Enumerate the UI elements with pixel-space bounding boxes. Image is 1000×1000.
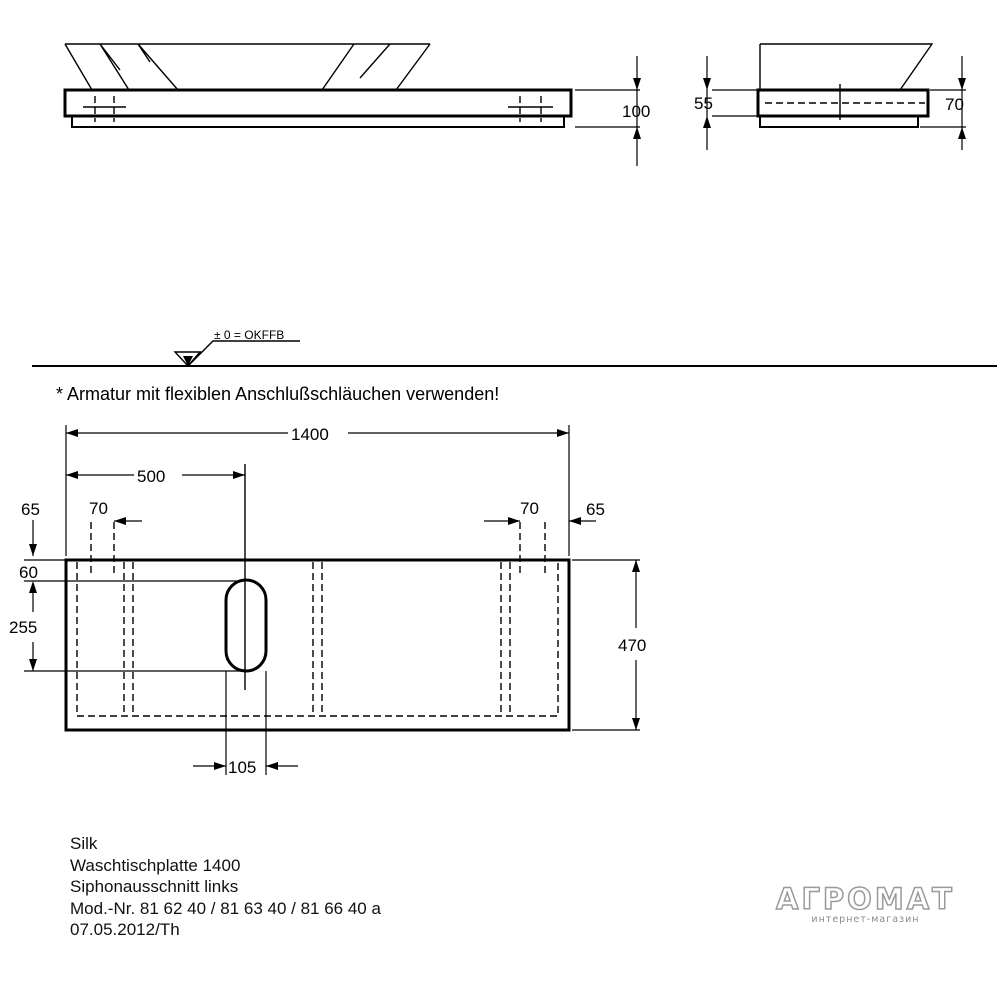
dim-inner-side: 55 [694,94,713,113]
dim-cutout-height: 255 [9,618,38,637]
title-block [70,833,381,941]
dim-left-rail: 70 [89,499,108,518]
level-marker-icon [175,341,300,366]
front-elevation [65,44,650,166]
side-elevation [694,44,966,150]
variant-name: Siphonausschnitt links [70,877,239,896]
store-watermark [776,884,955,926]
dim-right-edge: 65 [586,500,605,519]
watermark-tagline: интернет-магазин [811,914,920,925]
series-name: Silk [70,834,98,853]
model-number: Mod.-Nr. 81 62 40 / 81 63 40 / 81 66 40 a [70,898,381,918]
basin-outline-side [760,44,932,90]
dim-depth: 470 [618,636,647,655]
basin-outline-left [65,44,129,90]
plan-view [9,425,646,777]
dim-cutout-width: 105 [228,758,257,777]
watermark-brand: АГРОМАТ [776,882,955,916]
product-name: Waschtischplatte 1400 [70,855,241,875]
countertop-slab-front [65,90,571,116]
countertop-base-side [760,116,918,127]
dim-outer-side: 70 [945,95,964,114]
basin-outline-center [100,44,430,90]
floor-marker-label: ± 0 = OKFFB [214,328,285,342]
countertop-base-front [72,116,564,127]
drawing-date: 07.05.2012/Th [70,920,180,939]
dim-right-rail: 70 [520,499,539,518]
dim-cutout-top: 60 [19,563,38,582]
dim-overall-width: 1400 [291,425,329,444]
siphon-cutout [226,580,266,671]
countertop-plan-outline [66,560,569,730]
floor-reference [32,328,997,366]
dim-height-front: 100 [622,102,651,121]
installation-note: * Armatur mit flexiblen Anschlußschläuchen verwenden! [56,384,500,404]
dim-cutout-offset: 500 [137,467,166,486]
dim-left-edge: 65 [21,500,40,519]
